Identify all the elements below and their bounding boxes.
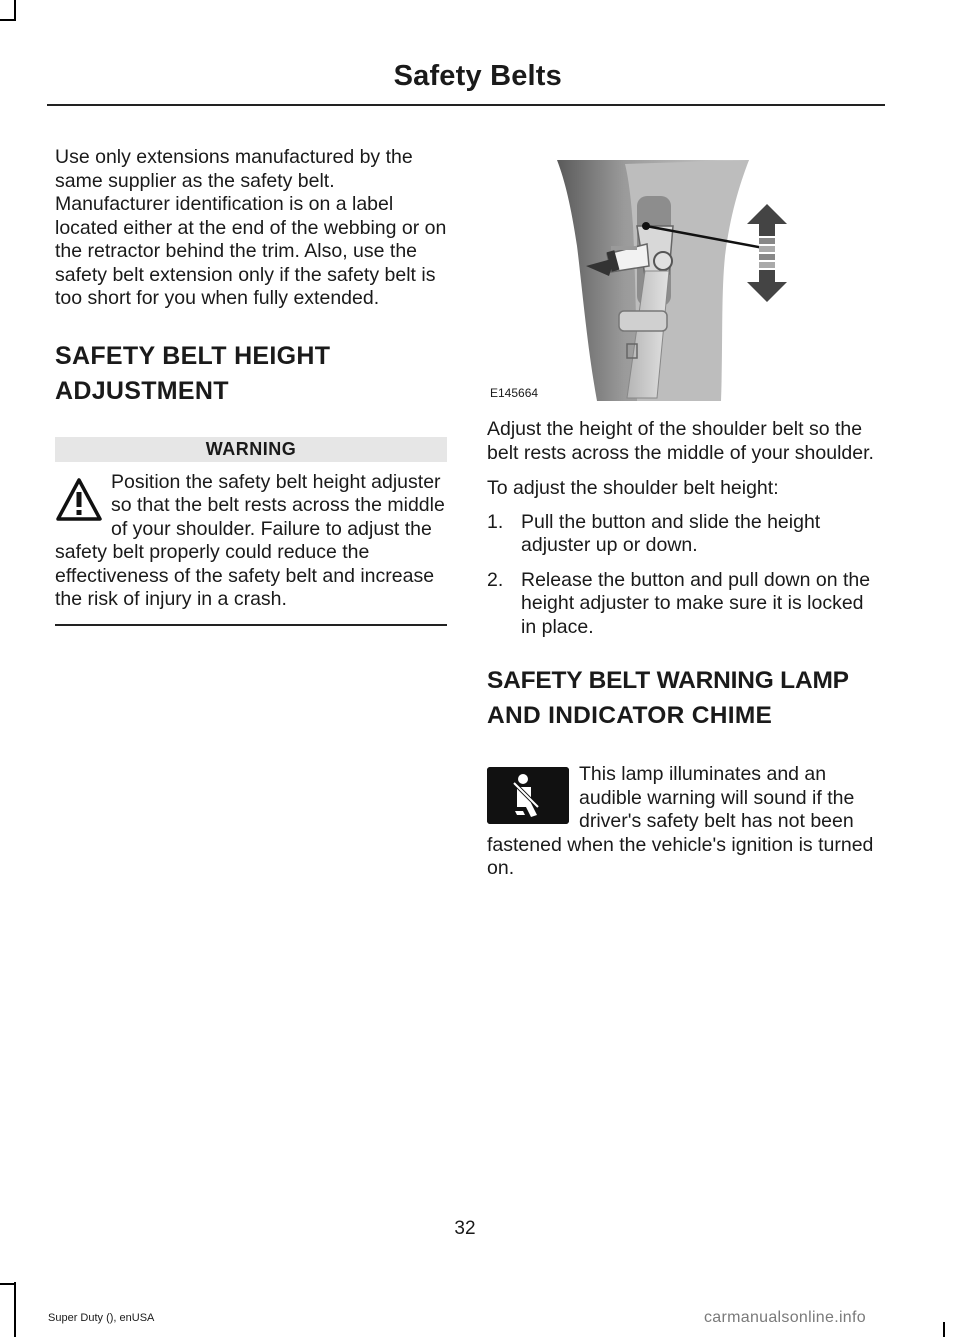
section-heading-2-line1: SAFETY BELT WARNING LAMP xyxy=(487,667,849,694)
doc-info: Super Duty (), enUSA xyxy=(48,1312,155,1324)
seatbelt-warning-icon xyxy=(487,767,569,824)
page-title: Safety Belts xyxy=(393,60,562,92)
steps-list xyxy=(487,511,882,640)
steps-intro: To adjust the shoulder belt height: xyxy=(487,477,779,499)
section-heading-line1: SAFETY BELT HEIGHT xyxy=(55,341,331,370)
crop-mark xyxy=(14,1282,16,1337)
header-rule xyxy=(47,104,885,106)
warning-label: WARNING xyxy=(55,437,447,462)
warning-triangle-icon xyxy=(55,477,103,523)
list-item: 1. Pull the button and slide the height adjuster up or down. xyxy=(487,510,821,556)
crop-mark xyxy=(0,1283,16,1285)
adjust-paragraph: Adjust the height of the shoulder belt so the belt rests across the middle of your shoulder. xyxy=(487,418,874,464)
page-number: 32 xyxy=(454,1218,476,1239)
watermark: carmanualsonline.info xyxy=(704,1309,866,1326)
belt-height-adjuster-illustration xyxy=(487,146,885,406)
warning-box xyxy=(55,471,447,612)
figure-code: E145664 xyxy=(490,386,539,400)
intro-paragraph: Use only extensions manufactured by the same supplier as the safety belt. Manufacturer identification is on a label located either at the end of the webbing or on the retractor behind the trim. Also, use the safety belt extension only if the safety belt is too short for you when fully extended. xyxy=(55,146,447,309)
section-heading-line2: ADJUSTMENT xyxy=(55,376,229,405)
section-heading-2-line2: AND INDICATOR CHIME xyxy=(487,702,773,729)
lamp-block xyxy=(487,763,882,881)
left-column xyxy=(55,146,447,626)
lamp-text: This lamp illuminates and an audible warning will sound if the driver's safety belt has not been fastened when the vehicle's ignition is turned on. xyxy=(487,763,874,879)
crop-mark xyxy=(0,19,16,21)
warning-rule xyxy=(55,624,447,626)
right-column xyxy=(487,418,882,881)
warning-text: Position the safety belt height adjuster so that the belt rests across the middle of your shoulder. Failure to adjust the safety belt properly could reduce the effectiveness of the safety belt and increase the risk of injury in a crash. xyxy=(55,470,445,610)
crop-mark xyxy=(943,1322,945,1337)
crop-mark xyxy=(14,0,16,20)
list-item: 2. Release the button and pull down on the height adjuster to make sure it is locked in place. xyxy=(487,568,871,638)
